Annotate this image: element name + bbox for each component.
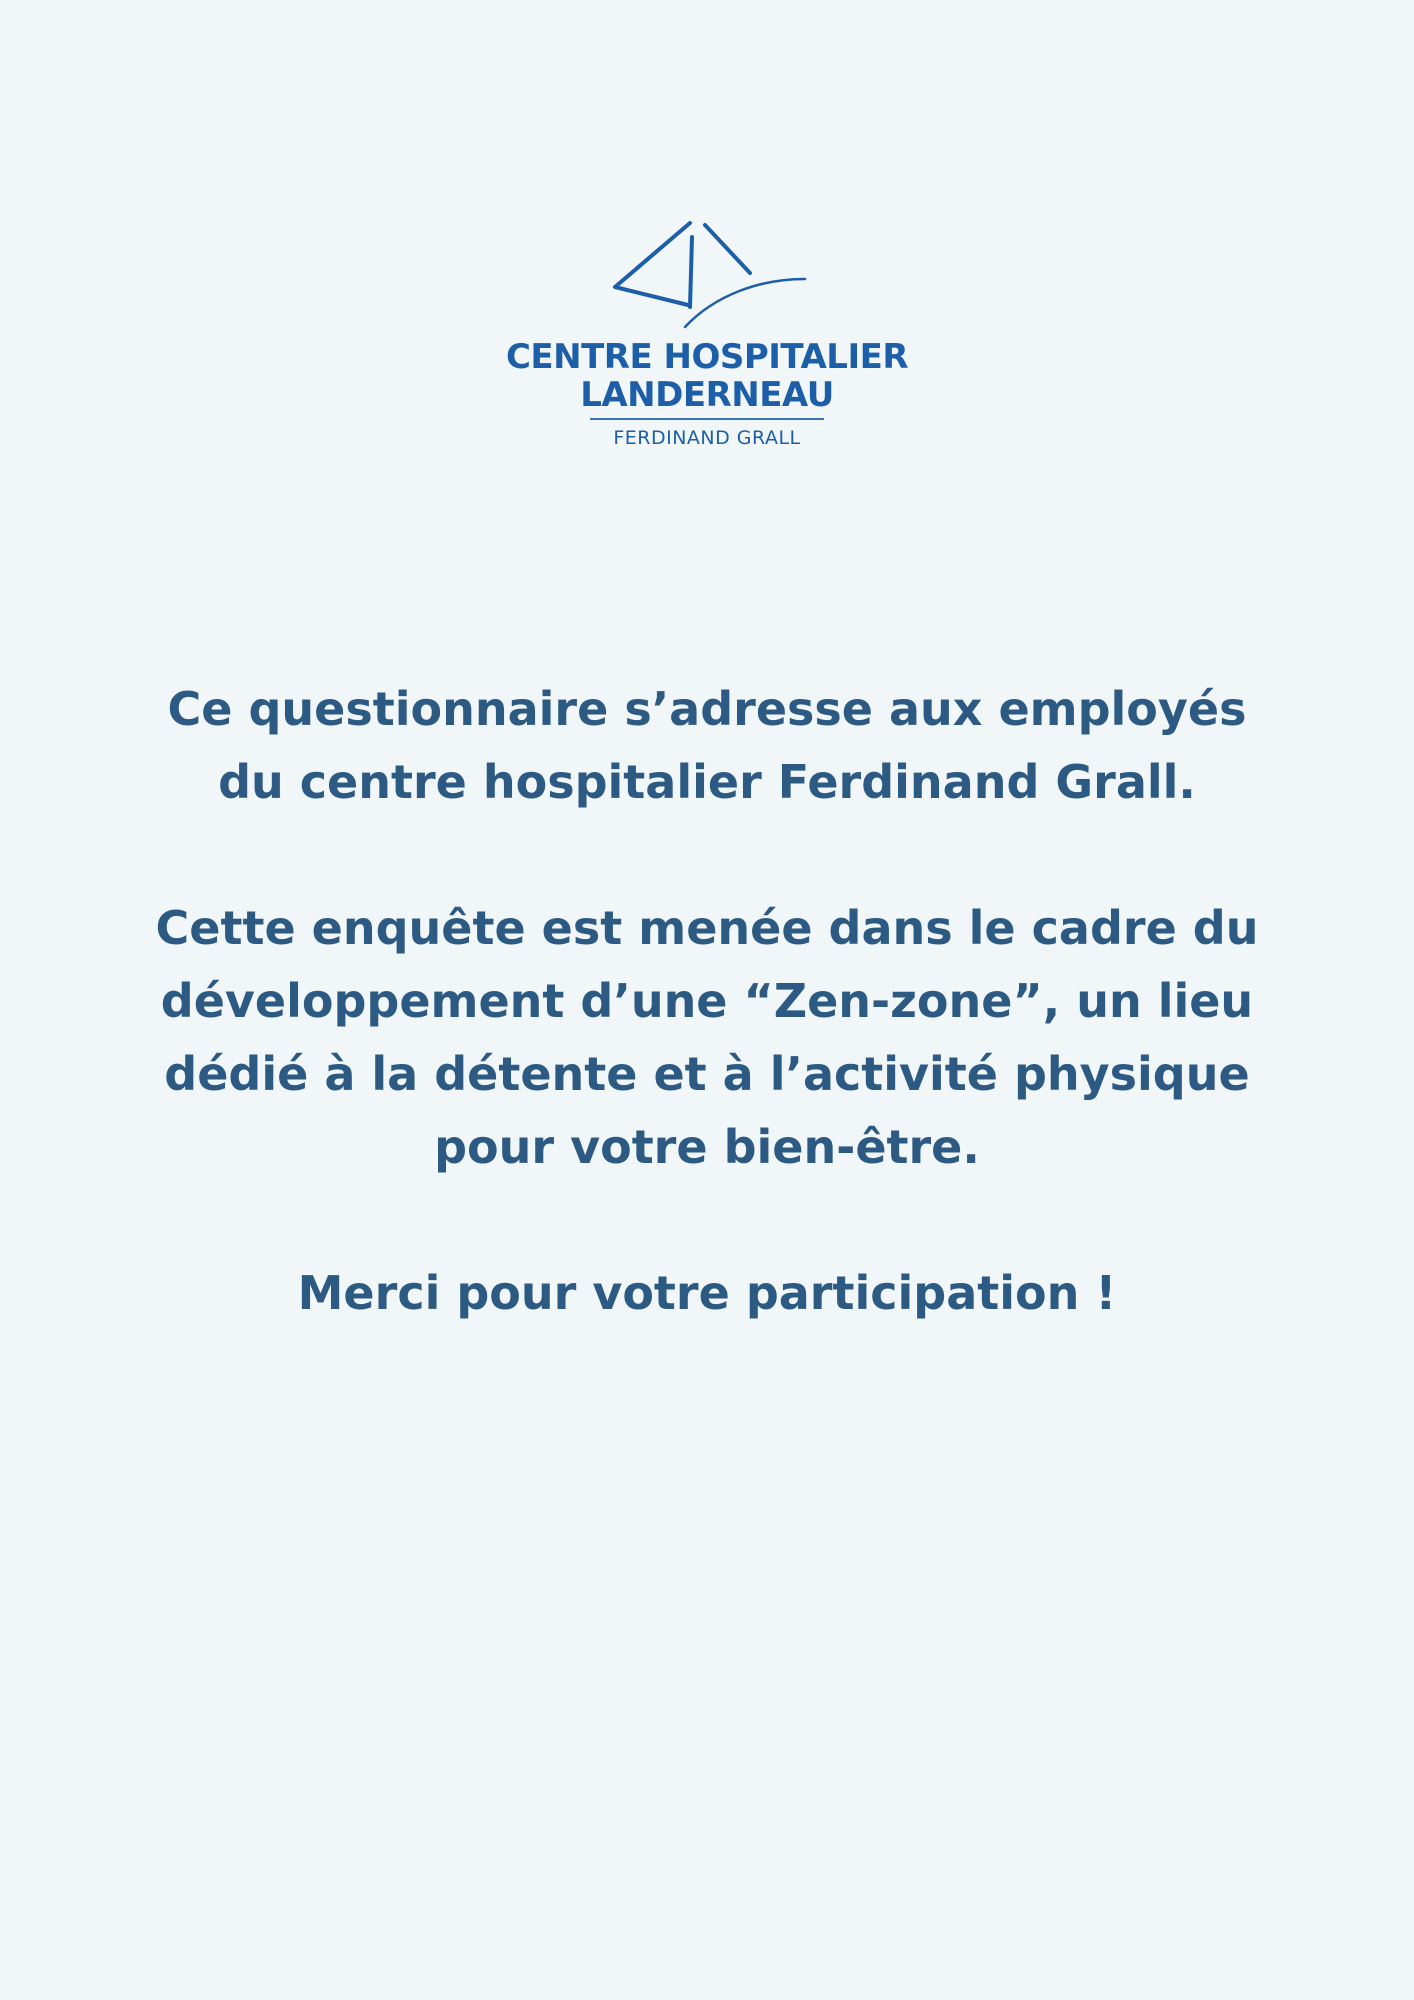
survey-intro <box>150 673 1264 1330</box>
logo-subtitle: FERDINAND GRALL <box>613 427 801 449</box>
logo-title-line2: LANDERNEAU <box>580 375 834 415</box>
logo-title-line1: CENTRE HOSPITALIER <box>505 337 909 377</box>
roof-arc-icon <box>600 215 820 335</box>
intro-paragraph-audience: Ce questionnaire s’adresse aux employés du centre hospitalier Ferdinand Grall. <box>167 682 1247 809</box>
intro-paragraph-thanks: Merci pour votre participation ! <box>297 1266 1117 1320</box>
intro-paragraph-purpose: Cette enquête est menée dans le cadre du développement d’une “Zen-zone”, un lieu dédié à la détente et à l’activité physique pour votre bien-être. <box>155 901 1259 1174</box>
hospital-logo <box>0 215 1414 455</box>
logo-divider <box>590 418 824 420</box>
